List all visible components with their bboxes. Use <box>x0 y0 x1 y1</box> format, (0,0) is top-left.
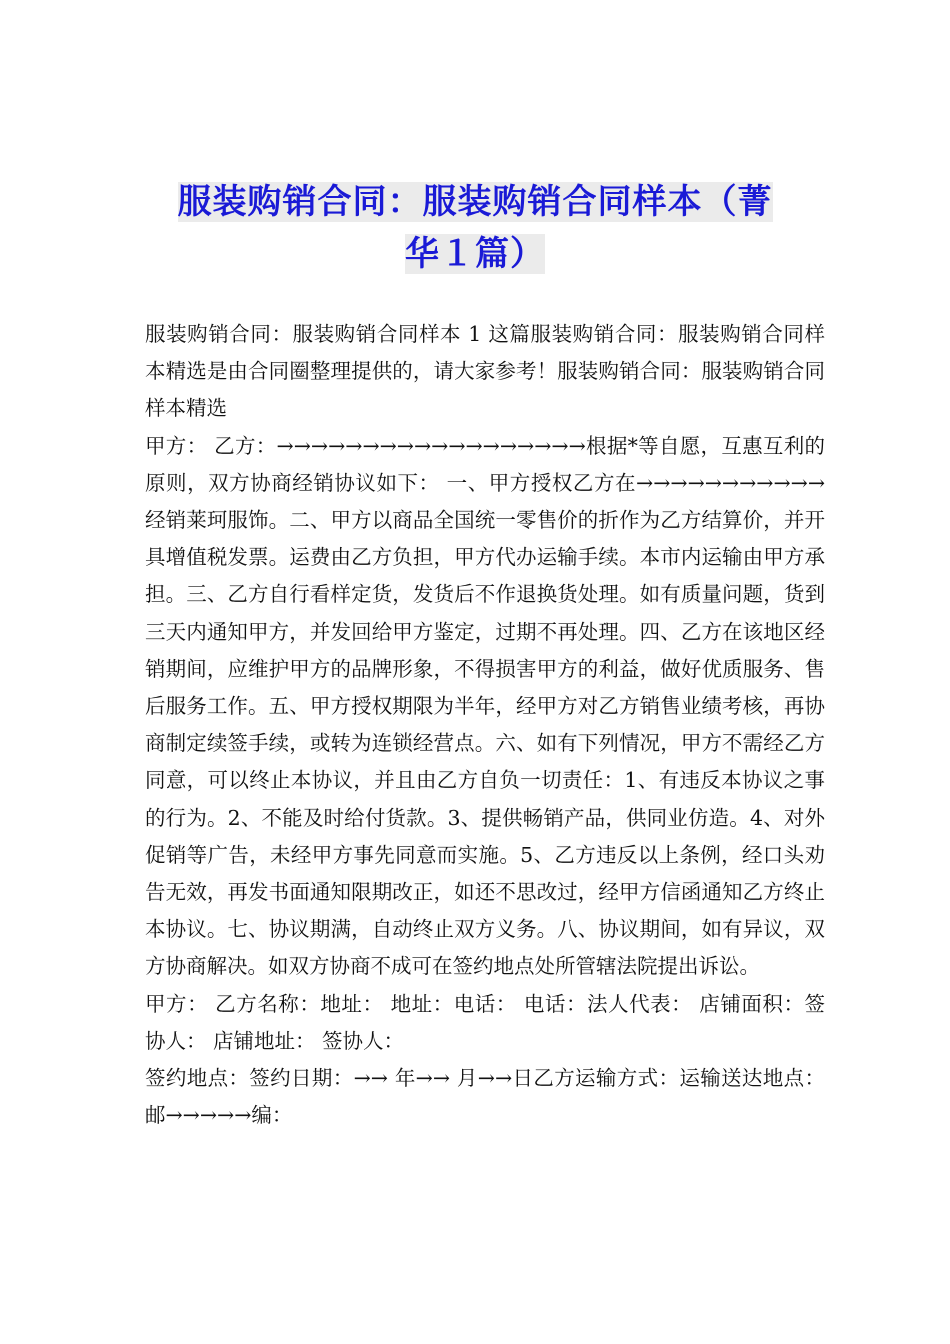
intro-paragraph: 服装购销合同：服装购销合同样本 1 这篇服装购销合同：服装购销合同样本精选是由合同圈整理提供的，请大家参考！服装购销合同：服装购销合同样本精选 <box>145 322 825 421</box>
title-line-2: 华１篇） <box>405 234 545 274</box>
contract-terms-paragraph: 甲方： 乙方：→→→→→→→→→→→→→→→→→→根据*等自愿，互惠互利的原则，双方协商经销协议如下： 一、甲方授权乙方在→→→→→→→→→→→ 经销莱珂服饰。二、甲方以商品全国统一零售价的折作为乙方结算价，并开具增值税发票。运费由乙方负担，甲方代办运输手续。本市内运输由甲方承担。三、乙方自行看样定货，发货后不作退换货处理。如有质量问题，货到三天内通知甲方，并发回给甲方鉴定，过期不再处理。四、乙方在该地区经销期间，应维护甲方的品牌形象，不得损害甲方的利益，做好优质服务、售后服务工作。五、甲方授权期限为半年，经甲方对乙方销售业绩考核，再协商制定续签手续，或转为连锁经营点。六、如有下列情况，甲方不需经乙方同意，可以终止本协议，并且由乙方自负一切责任：1、有违反本协议之事的行为。2、不能及时给付货款。3、提供畅销产品，供同业仿造。4、对外促销等广告，未经甲方事先同意而实施。5、乙方违反以上条例，经口头劝告无效，再发书面通知限期改正，如还不思改过，经甲方信函通知乙方终止本协议。七、协议期满，自动终止双方义务。八、协议期间，如有异议，双方协商解决。如双方协商不成可在签约地点处所管辖法院提出诉讼。 <box>145 433 825 979</box>
party-info-paragraph: 甲方： 乙方名称：地址： 地址：电话： 电话：法人代表： 店铺面积：签协人： 店铺地址： 签协人： <box>145 991 825 1053</box>
document-body <box>145 316 825 1134</box>
signing-info-paragraph: 签约地点：签约日期：→→ 年→→ 月→→日乙方运输方式：运输送达地点：邮→→→→→编： <box>145 1066 825 1128</box>
title-line-1: 服装购销合同：服装购销合同样本（菁 <box>177 182 773 222</box>
document-title <box>140 176 810 280</box>
